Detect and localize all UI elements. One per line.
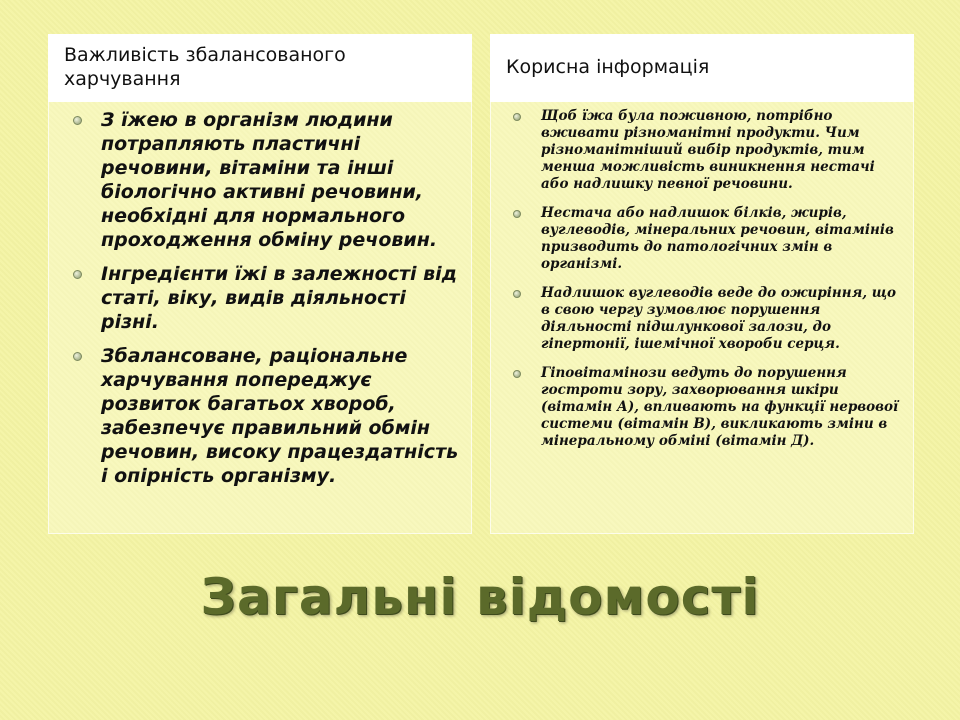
right-column-body [490,102,914,534]
left-column-body [48,102,472,534]
list-item: Нестача або надлишок білків, жирів, вуглеводів, мінеральних речовин, вітамінів призводить до патологічних змін в організмі. [511,205,903,273]
list-item: Щоб їжа була поживною, потрібно вживати різноманітні продукти. Чим різноманітніший вибір продуктів, тим менша можливість виникнення нестачі або надлишку певної речовини. [511,108,903,193]
list-item: Надлишок вуглеводів веде до ожиріння, що в свою чергу зумовлює порушення діяльності підшлункової залози, до гіпертонії, ішемічної хвороби серця. [511,285,903,353]
right-column-header: Корисна інформація [490,34,914,102]
right-column [490,34,914,534]
list-item: Гіповітамінози ведуть до порушення гостроти зору, захворювання шкіри (вітамін А), впливають на функції нервової системи (вітамін В), викликають зміни в мінеральному обміні (вітамін Д). [511,365,903,450]
slide-title: Загальні відомості [200,568,760,626]
list-item: Інгредієнти їжі в залежності від статі, віку, видів діяльності різні. [69,262,461,334]
left-bullet-list [69,108,461,488]
list-item: З їжею в організм людини потрапляють пластичні речовини, вітаміни та інші біологічно активні речовини, необхідні для нормального проходження обміну речовин. [69,108,461,252]
list-item: Збалансоване, раціональне харчування попереджує розвиток багатьох хвороб, забезпечує правильний обмін речовин, високу працездатність і опірність організму. [69,344,461,488]
left-column [48,34,472,534]
right-bullet-list [511,108,903,450]
left-column-header: Важливість збалансованого харчування [48,34,472,102]
